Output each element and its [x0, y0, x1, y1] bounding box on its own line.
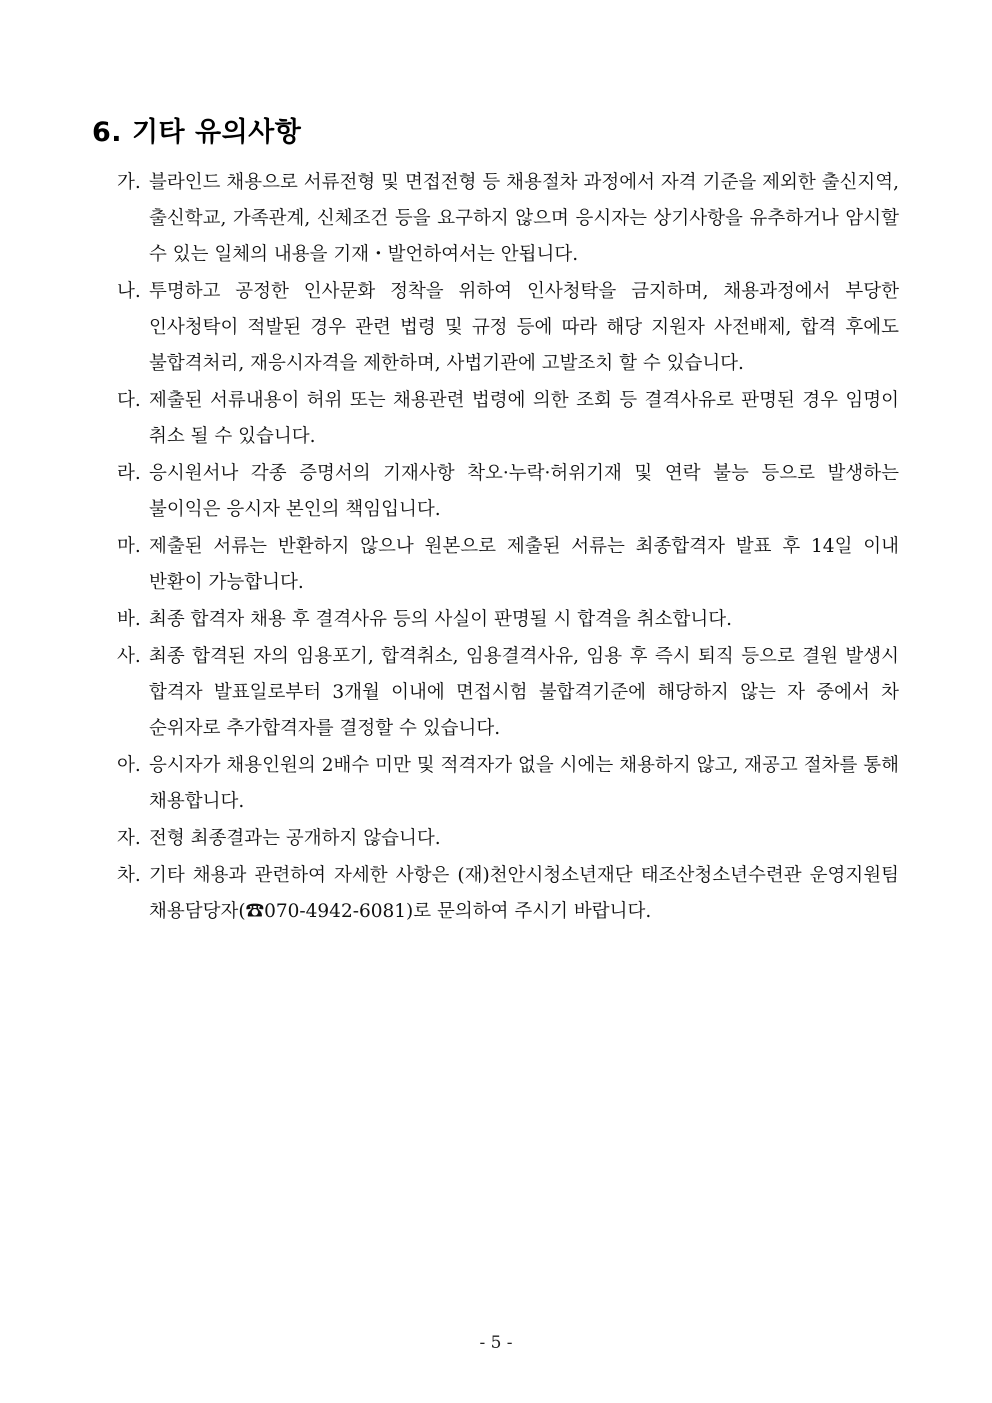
notice-item	[117, 165, 899, 273]
item-text: 블라인드 채용으로 서류전형 및 면접전형 등 채용절차 과정에서 자격 기준을 제외한 출신지역, 출신학교, 가족관계, 신체조건 등을 요구하지 않으며 응시자는 상기사항을 유추하거나 암시할 수 있는 일체의 내용을 기재・발언하여서는 안됩니다.	[149, 172, 899, 265]
item-marker: 나.	[117, 281, 141, 302]
item-marker: 차.	[117, 865, 141, 886]
item-text: 전형 최종결과는 공개하지 않습니다.	[149, 828, 441, 849]
notice-item	[117, 639, 899, 747]
item-marker: 바.	[117, 609, 141, 630]
notice-list	[117, 165, 899, 930]
item-text: 최종 합격자 채용 후 결격사유 등의 사실이 판명될 시 합격을 취소합니다.	[149, 609, 732, 630]
page-number: - 5 -	[479, 1333, 513, 1353]
item-text: 최종 합격된 자의 임용포기, 합격취소, 임용결격사유, 임용 후 즉시 퇴직 등으로 결원 발생시 합격자 발표일로부터 3개월 이내에 면접시험 불합격기준에 해당하지 않는 자 중에서 차 순위자로 추가합격자를 결정할 수 있습니다.	[149, 646, 899, 739]
notice-item	[117, 602, 899, 638]
item-text: 제출된 서류내용이 허위 또는 채용관련 법령에 의한 조회 등 결격사유로 판명된 경우 임명이 취소 될 수 있습니다.	[149, 390, 899, 447]
item-marker: 사.	[117, 646, 141, 667]
item-marker: 아.	[117, 755, 141, 776]
item-marker: 다.	[117, 390, 141, 411]
section-title: 6. 기타 유의사항	[92, 117, 302, 148]
item-text: 응시원서나 각종 증명서의 기재사항 착오·누락·허위기재 및 연락 불능 등으로 발생하는 불이익은 응시자 본인의 책임입니다.	[149, 463, 899, 520]
item-marker: 마.	[117, 536, 141, 557]
notice-item	[117, 529, 899, 601]
notice-item	[117, 383, 899, 455]
item-text: 제출된 서류는 반환하지 않으나 원본으로 제출된 서류는 최종합격자 발표 후 14일 이내 반환이 가능합니다.	[149, 536, 899, 593]
item-text: 응시자가 채용인원의 2배수 미만 및 적격자가 없을 시에는 채용하지 않고, 재공고 절차를 통해 채용합니다.	[149, 755, 899, 812]
notice-item	[117, 858, 899, 930]
item-marker: 라.	[117, 463, 141, 484]
item-text: 투명하고 공정한 인사문화 정착을 위하여 인사청탁을 금지하며, 채용과정에서 부당한 인사청탁이 적발된 경우 관련 법령 및 규정 등에 따라 해당 지원자 사전배제, 합격 후에도 불합격처리, 재응시자격을 제한하며, 사법기관에 고발조치 할 수 있습니다.	[149, 281, 899, 374]
item-marker: 가.	[117, 172, 141, 193]
notice-item	[117, 821, 899, 857]
notice-item	[117, 748, 899, 820]
item-text: 기타 채용과 관련하여 자세한 사항은 (재)천안시청소년재단 태조산청소년수련관 운영지원팀 채용담당자(☎070-4942-6081)로 문의하여 주시기 바랍니다.	[149, 865, 899, 922]
notice-item	[117, 274, 899, 382]
item-marker: 자.	[117, 828, 141, 849]
notice-item	[117, 456, 899, 528]
